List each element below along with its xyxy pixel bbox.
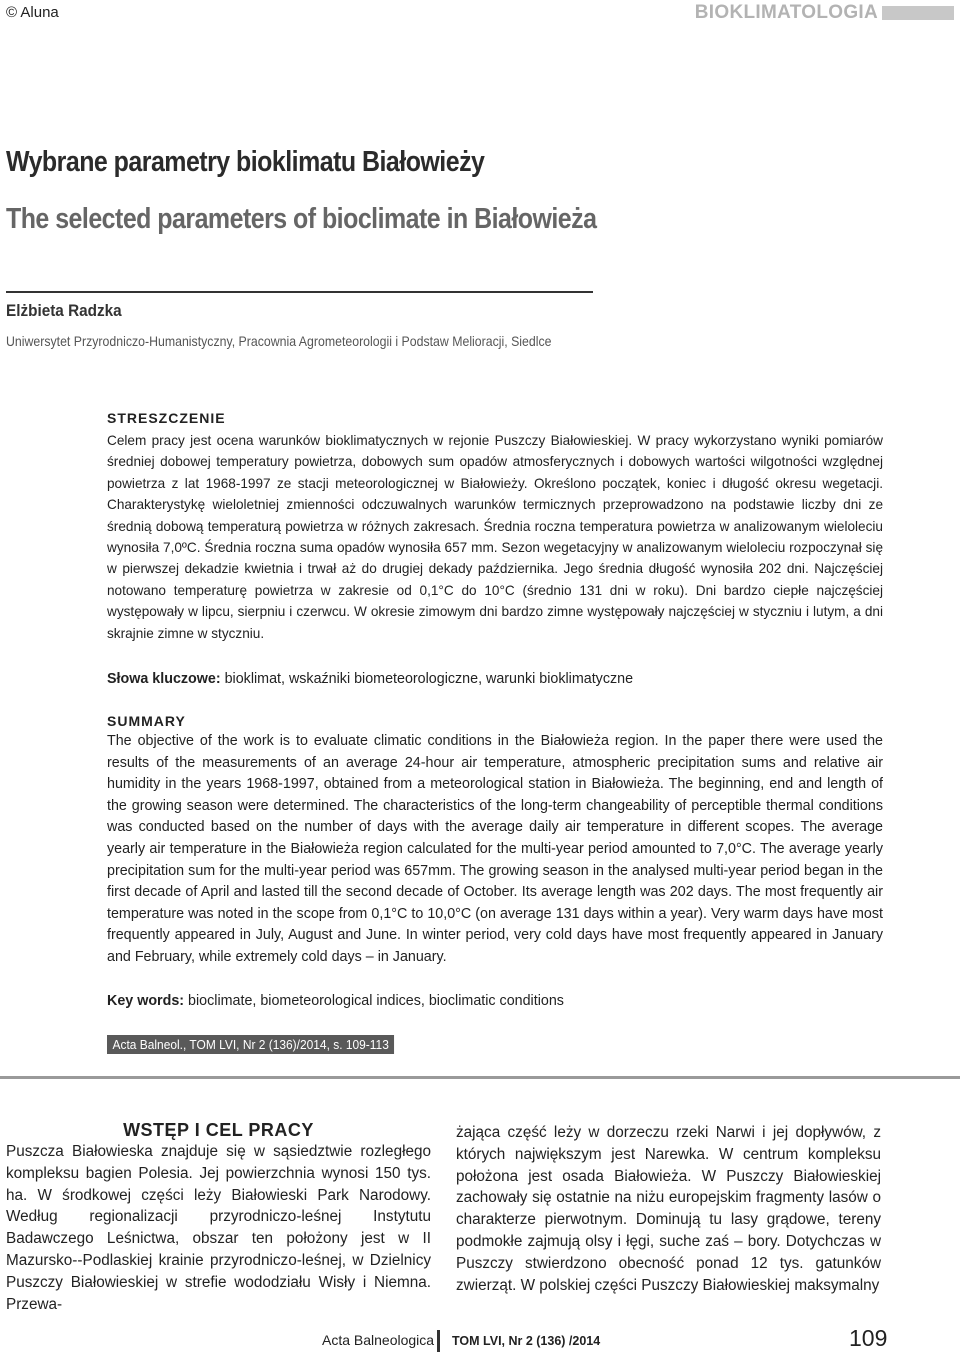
- section-header: [695, 2, 954, 24]
- keywords-english-label: Key words:: [107, 993, 185, 1009]
- abstract-polish: [107, 410, 883, 644]
- author-name: Elżbieta Radzka: [6, 301, 122, 320]
- section-bar: [882, 6, 954, 20]
- author-affiliation: Uniwersytet Przyrodniczo-Humanistyczny, Pracownia Agrometeorologii i Podstaw Melioracji, Siedlce: [6, 333, 552, 349]
- keywords-polish-label: Słowa kluczowe:: [107, 671, 221, 687]
- footer-issue: TOM LVI, Nr 2 (136) /2014: [452, 1334, 601, 1348]
- copyright-label: © Aluna: [6, 4, 59, 21]
- abstract-polish-heading: STRESZCZENIE: [107, 410, 226, 426]
- title-rule: [6, 291, 593, 293]
- intro-right-text: żająca część leży w dorzeczu rzeki Narwi i jej dopływów, z których największym jest Narewka. W centrum kompleksu położona jest osada Białowieża. W Puszczy Białowieskiej zachowały się ostatnie na niżu europejskim fragmenty lasów o charakterze pierwotnym. Dominują tu lasy grądowe, tereny podmokłe zajmują olsy i łęgi, suche zaś – bory. Dotychczas w Puszczy stwierdzono obecność ponad 12 tys. gatunków zwierząt. W polskiej części Puszczy Białowieskiej maksymalny: [456, 1124, 881, 1294]
- intro-left-column: [6, 1120, 431, 1315]
- citation-badge: Acta Balneol., TOM LVI, Nr 2 (136)/2014, s. 109-113: [107, 1035, 394, 1054]
- footer-journal: Acta Balneologica: [322, 1332, 435, 1348]
- keywords-english: [107, 993, 883, 1009]
- abstract-english-heading: SUMMARY: [107, 713, 186, 729]
- section-separator: [0, 1076, 960, 1079]
- section-name: BIOKLIMATOLOGIA: [694, 2, 878, 23]
- intro-right-column: [456, 1122, 881, 1296]
- title-polish: Wybrane parametry bioklimatu Białowieży: [6, 146, 485, 178]
- intro-heading: WSTĘP I CEL PRACY: [123, 1120, 314, 1140]
- keywords-polish-values: bioklimat, wskaźniki biometeorologiczne, warunki bioklimatyczne: [224, 671, 634, 687]
- keywords-polish: [107, 671, 883, 687]
- abstract-polish-text: Celem pracy jest ocena warunków bioklimatycznych w rejonie Puszczy Białowieskiej. W pracy wykorzystano wyniki pomiarów średniej dobowej temperatury powietrza, dobowych sum opadów atmosferycznych i dobowych wartości wilgotności względnej powietrza z lat 1968-1997 ze stacji meteorologicznej w Białowieży. Określono początek, koniec i długość okresu wegetacji. Charakterystykę wieloletniej zmienności odczuwalnych warunków termicznych przeprowadzono na podstawie liczby dni ze średnią dobową temperaturą powietrza w różnych zakresach. Średnia roczna temperatura powietrza w analizowanym wieloleciu wynosiła 7,0ºC. Średnia roczna suma opadów wynosiła 657 mm. Sezon wegetacyjny w analizowanym wieloleciu rozpoczynał się w pierwszej dekadzie kwietnia i trwał aż do drugiej dekady października. Jego średnia długość wynosiła 202 dni. Najczęściej notowano temperaturę powietrza w zakresie od 0,1°C do 10°C (średnio 131 dni w roku). Dni bardzo ciepłe najczęściej występowały w lipcu, sierpniu i czerwcu. W okresie zimowym dni bardzo zimne występowały najczęściej w styczniu i lutym, a dni skrajnie zimne w styczniu.: [107, 433, 883, 641]
- abstract-english-text: The objective of the work is to evaluate climatic conditions in the Białowieża region. In the paper there were used the results of the measurements of an average 24-hour air temperature, atmospheric precipitation sums and relative air humidity in the years 1968-1997, obtained from a meteorological station in Białowieża. The beginning, end and length of the growing season were determined. The characteristics of the long-term changeability of perceptible thermal conditions was conducted based on the number of days with the average daily air temperature in different scopes. The average yearly air temperature in the Białowieża region calculated for the multi-year period amounted to 7,0°C. The average yearly precipitation sum for the multi-year period was 657mm. The growing season in the analysed multi-year period began in the first decade of April and lasted till the second decade of October. Its average length was 202 days. The most frequently air temperature was noted in the scope from 0,1°C to 10,0°C (on average 131 days within a year). Very warm days have most frequently appeared in July, August and June. In winter period, very cold days have most frequently appeared in January and February, while extremely cold days – in January.: [107, 733, 883, 965]
- keywords-english-values: bioclimate, biometeorological indices, bioclimatic conditions: [188, 993, 564, 1009]
- footer-divider: [437, 1330, 440, 1352]
- intro-left-text: Puszcza Białowieska znajduje się w sąsiedztwie rozległego kompleksu bagien Polesia. Jej powierzchnia wynosi 150 tys. ha. W środkowej części leży Białowieski Park Narodowy. Według regionalizacji przyrodniczo-leśnej Instytutu Badawczego Leśnictwa, obszar ten położony jest w II Mazursko--Podlaskiej krainie przyrodniczo-leśnej, w Dzielnicy Puszczy Białowieskiej w strefie wododziału Wisły i Niemna. Przewa-: [6, 1143, 431, 1313]
- abstract-english: [107, 713, 883, 969]
- title-english: The selected parameters of bioclimate in Białowieża: [6, 203, 597, 235]
- page-number: 109: [849, 1325, 888, 1351]
